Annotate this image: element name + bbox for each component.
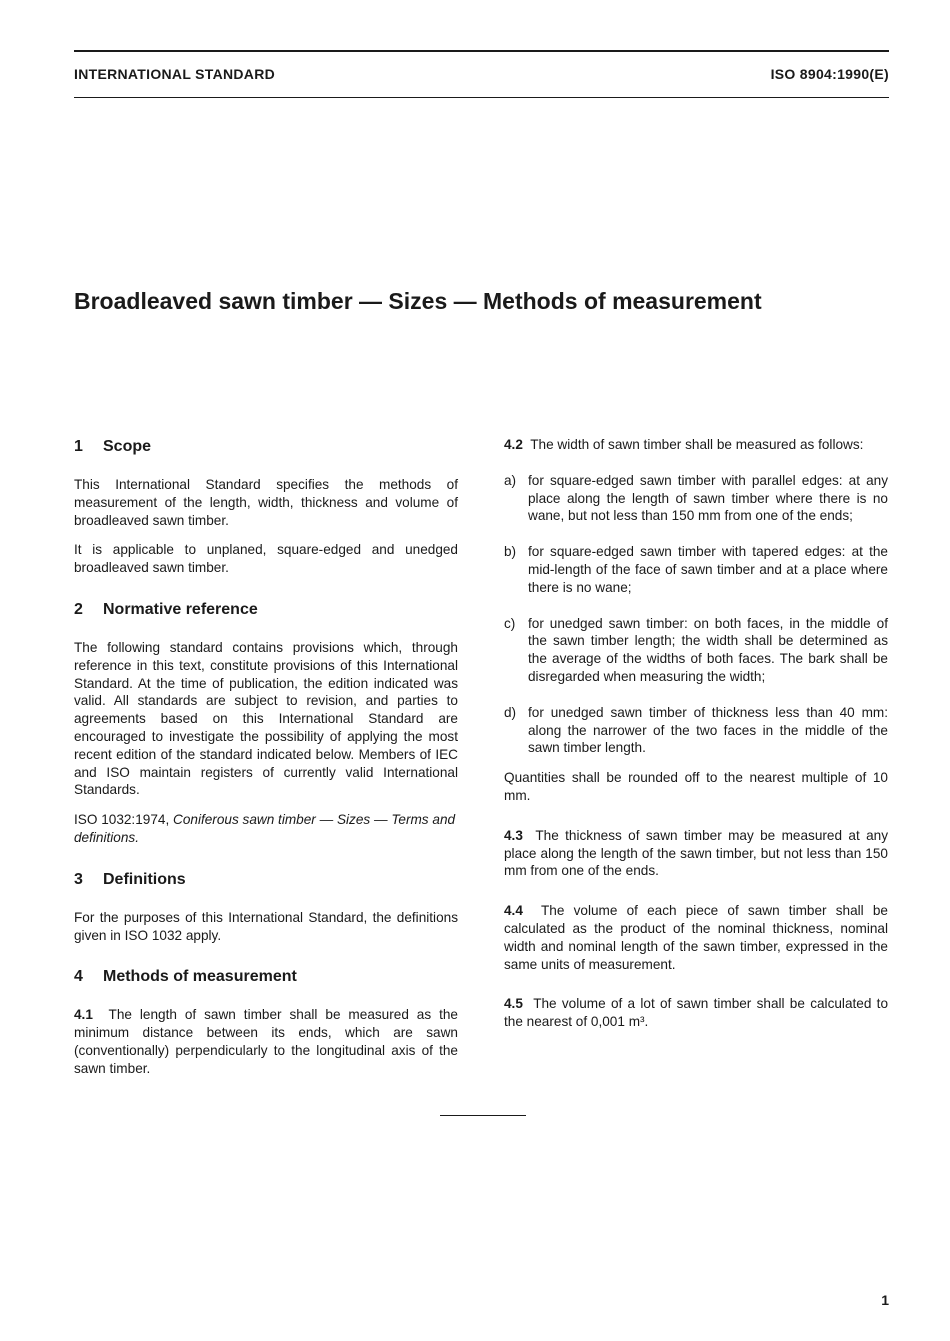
list-item-label: a): [504, 472, 517, 488]
section-number: 4: [74, 968, 83, 986]
clause-4-1: [74, 1006, 458, 1077]
clause-number: 4.5: [504, 996, 523, 1012]
section-title: Scope: [103, 438, 152, 455]
section-number: 2: [74, 600, 83, 618]
list-item: [504, 472, 888, 525]
header-document-number: ISO 8904:1990(E): [770, 66, 889, 82]
clause-4-3: [504, 827, 888, 880]
list-item: [504, 543, 888, 596]
reference-code: ISO 1032:1974,: [74, 812, 170, 828]
section-title: Methods of measurement: [103, 968, 297, 986]
clause-text: The volume of each piece of sawn timber shall be calculated as the product of the nominal thickness, nominal width and nominal length of the sawn timber, expressed in the same units of measurement.: [504, 903, 888, 972]
clause-4-5: [504, 995, 888, 1031]
section-title: Definitions: [103, 870, 186, 888]
definitions-paragraph: For the purposes of this International Standard, the definitions given in ISO 1032 apply.: [74, 909, 458, 943]
left-column: [74, 436, 458, 1078]
clause-4-4: [504, 902, 888, 973]
list-item-text: for unedged sawn timber of thickness less than 40 mm: along the narrower of the two faces in the middle of the sawn timber length.: [528, 704, 888, 756]
document-title: Broadleaved sawn timber — Sizes — Methods of measurement: [74, 288, 762, 314]
clause-number: 4.3: [504, 827, 523, 843]
list-item: [504, 704, 888, 757]
list-item-label: b): [504, 544, 517, 560]
scope-paragraph-1: This International Standard specifies the methods of measurement of the length, width, thickness and volume of broadleaved sawn timber.: [74, 477, 458, 528]
clause-number: 4.1: [74, 1007, 93, 1023]
section-heading-normative-reference: [74, 599, 458, 621]
list-item-label: c): [504, 615, 516, 631]
header-standard-label: INTERNATIONAL STANDARD: [74, 66, 276, 82]
scope-paragraph-2: It is applicable to unplaned, square-edged and unedged broadleaved sawn timber.: [74, 542, 458, 576]
list-item-text: for unedged sawn timber: on both faces, in the middle of the sawn timber length; the width shall be determined as the average of the widths of both faces. The bark shall be disregarded when measuring the width;: [528, 615, 888, 684]
end-of-text-rule: [440, 1115, 526, 1116]
clause-4-2: [504, 436, 888, 454]
section-heading-methods: [74, 966, 458, 988]
section-heading-definitions: [74, 869, 458, 891]
clause-number: 4.2: [504, 437, 523, 452]
right-column: [504, 436, 888, 1031]
clause-text: The width of sawn timber shall be measured as follows:: [530, 437, 864, 452]
reference-title: Coniferous sawn timber — Sizes — Terms and definitions.: [74, 812, 456, 845]
clause-text: The volume of a lot of sawn timber shall be calculated to the nearest of 0,001 m³.: [504, 996, 888, 1030]
list-item-text: for square-edged sawn timber with tapered edges: at the mid-length of the face of sawn timber and at a place where there is no wane;: [528, 544, 888, 595]
page-number: 1: [881, 1292, 889, 1308]
list-item-text: for square-edged sawn timber with parallel edges: at any place along the length of sawn timber where there is no wane, but not less than 150 mm from one of the ends;: [528, 472, 888, 524]
header-top-rule: [74, 50, 889, 52]
section-number: 1: [74, 438, 83, 455]
section-heading-scope: [74, 436, 458, 458]
rounding-paragraph: Quantities shall be rounded off to the nearest multiple of 10 mm.: [504, 770, 888, 803]
header-bottom-rule: [74, 97, 889, 98]
clause-number: 4.4: [504, 903, 523, 919]
section-number: 3: [74, 870, 83, 888]
normative-reference-entry: [74, 811, 458, 847]
normative-paragraph: The following standard contains provisions which, through reference in this text, constitute provisions of this International Standard. At the time of publication, the edition indicated was valid. All standards are subject to revision, and parties to agreements based on this International Standard are encouraged to investigate the possibility of applying the most recent edition of the standard indicated below. Members of IEC and ISO maintain registers of currently valid International Standards.: [74, 639, 458, 798]
clause-text: The thickness of sawn timber may be measured at any place along the length of the sawn timber, but not less than 150 mm from one of the ends.: [504, 827, 888, 879]
list-item-label: d): [504, 704, 517, 720]
section-title: Normative reference: [103, 600, 258, 618]
clause-text: The length of sawn timber shall be measured as the minimum distance between its ends, which are sawn (conventionally) perpendicularly to the longitudinal axis of the sawn timber.: [74, 1007, 458, 1076]
list-item: [504, 615, 888, 686]
